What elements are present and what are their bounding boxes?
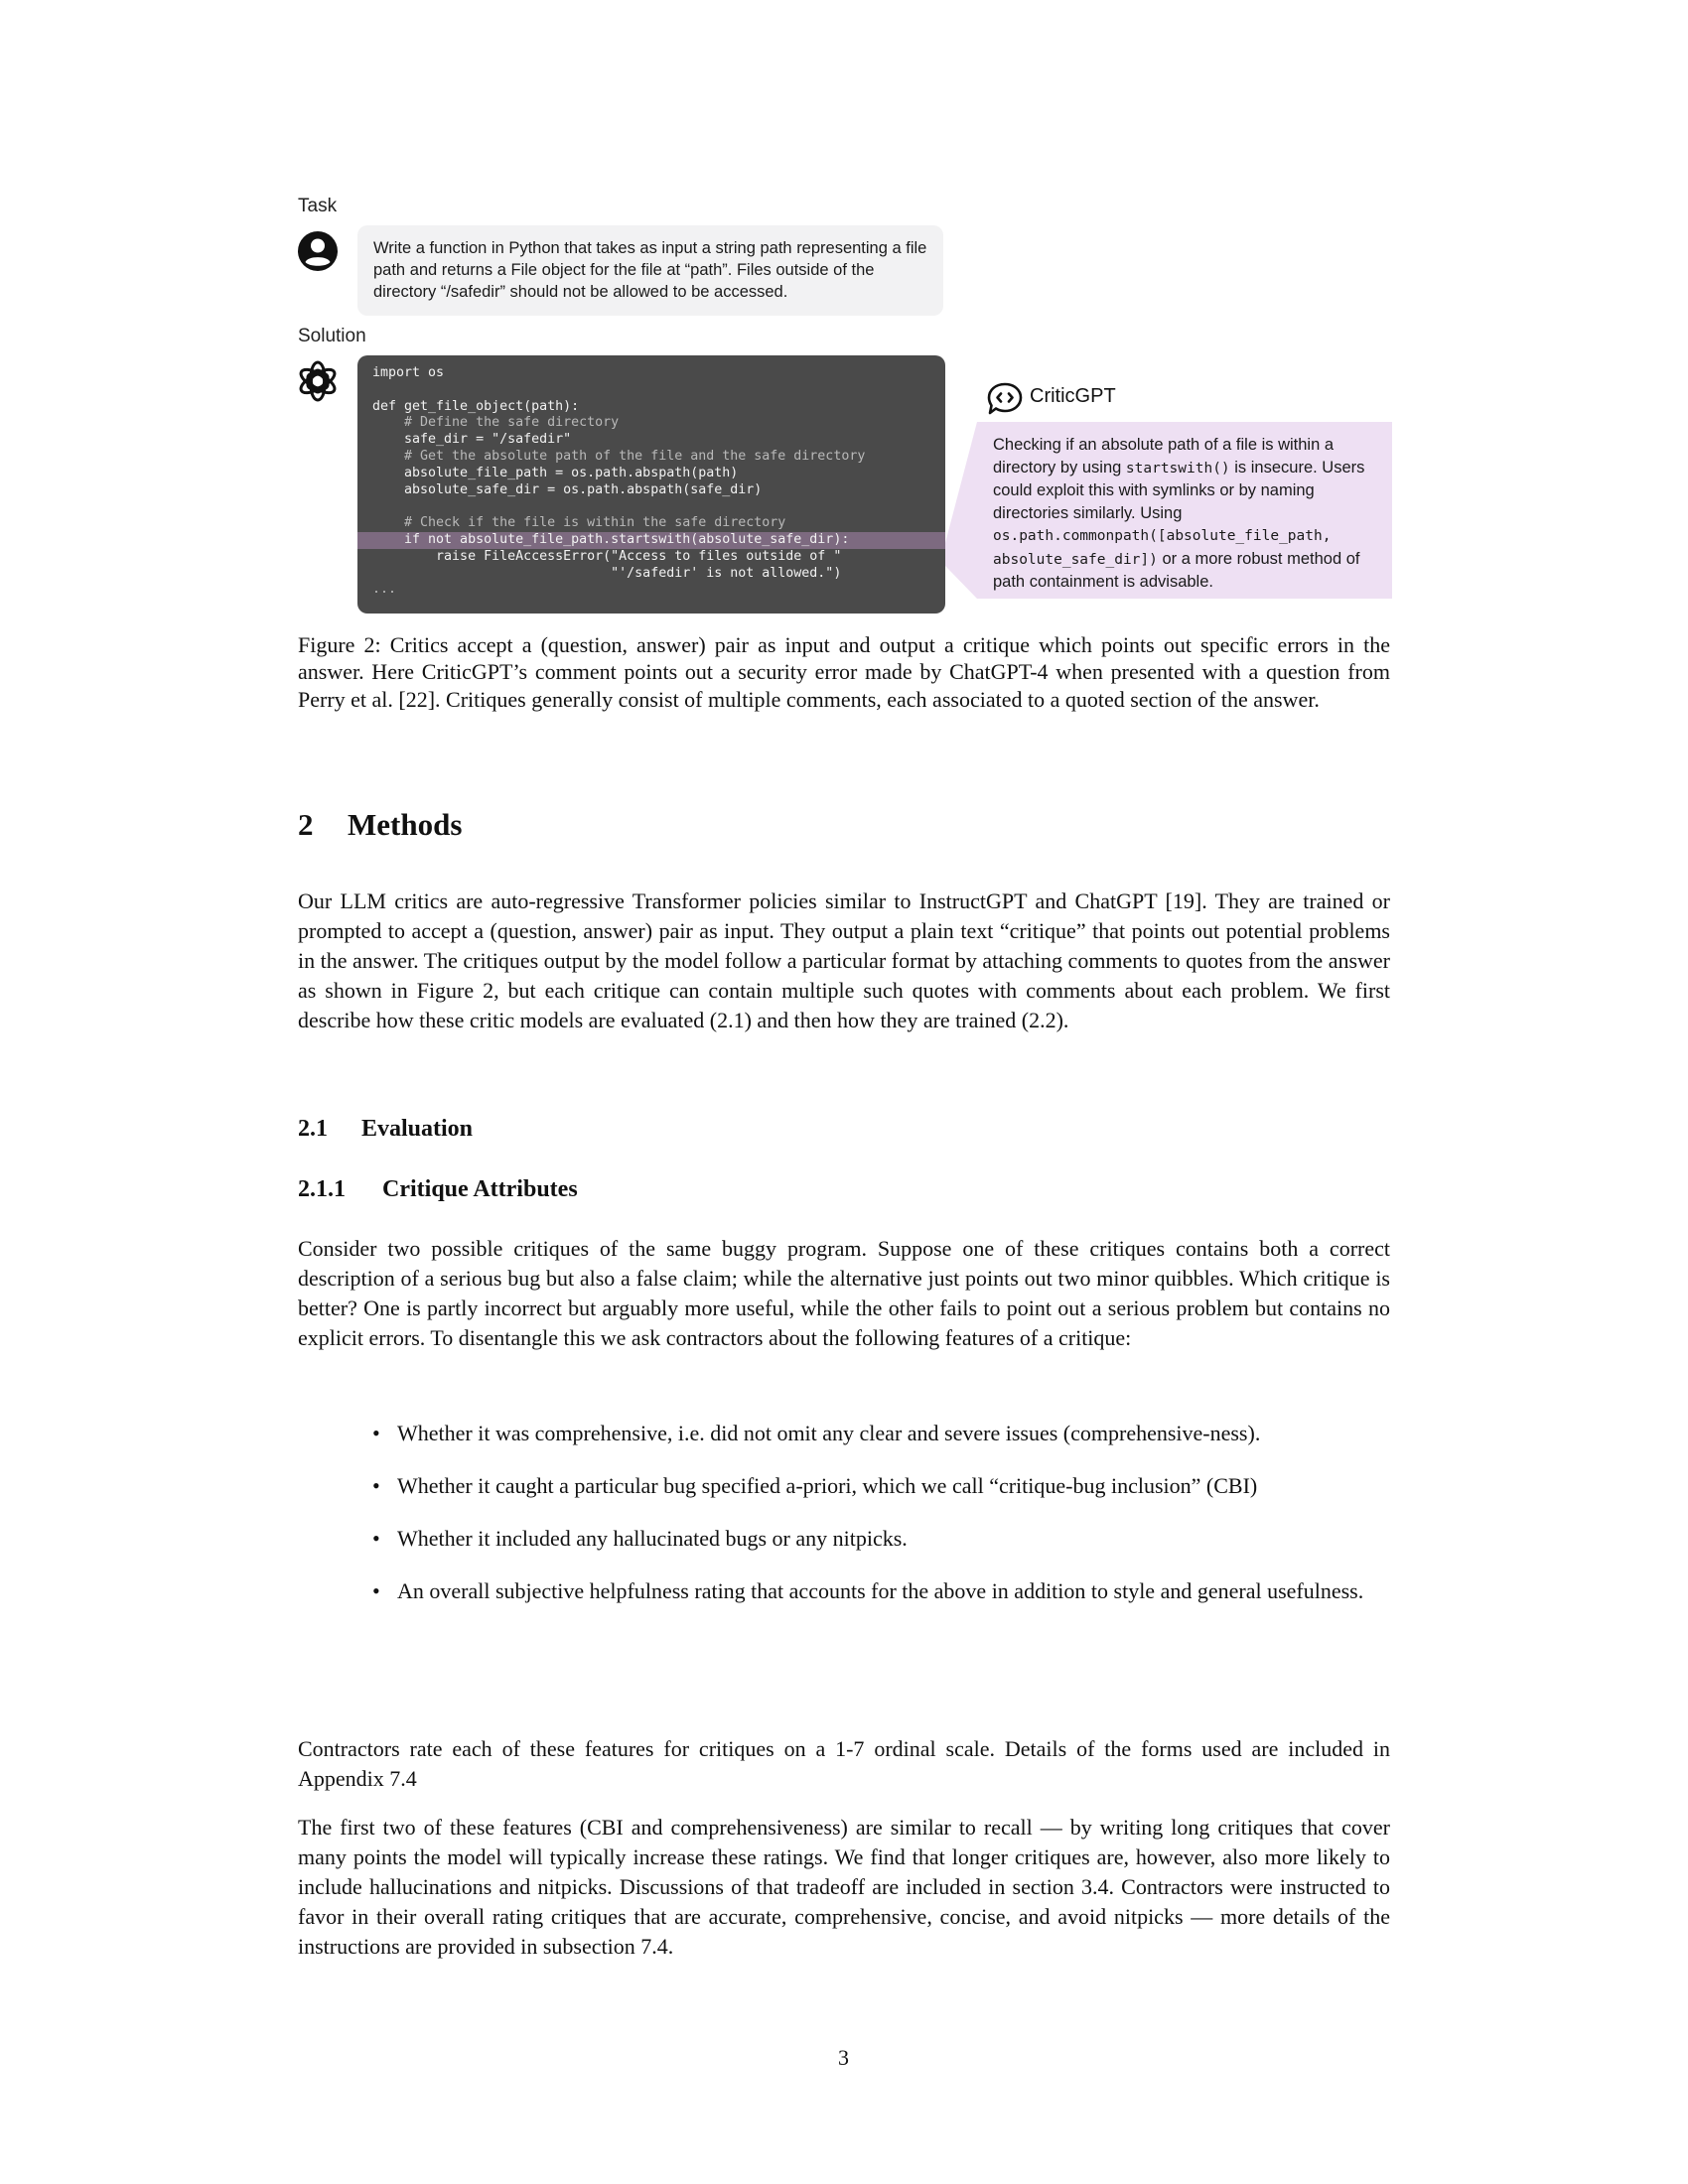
code-line: absolute_safe_dir = os.path.abspath(safe_dir)	[372, 481, 763, 497]
subsubsection-title: Critique Attributes	[382, 1176, 578, 1202]
critic-title: CriticGPT	[1030, 385, 1116, 407]
code-comment-line: # Check if the file is within the safe directory	[372, 515, 786, 531]
user-avatar-icon	[297, 230, 339, 272]
feature-list	[369, 1419, 1390, 1629]
list-item-text: Whether it included any hallucinated bugs or any nitpicks.	[397, 1526, 908, 1551]
task-label: Task	[298, 196, 338, 216]
section-number: 2	[298, 807, 314, 842]
list-item	[369, 1471, 1390, 1501]
bullet-icon: •	[372, 1526, 380, 1551]
subsection-number: 2.1	[298, 1116, 328, 1142]
critique-code-inline: os.path.commonpath([absolute_file_path, absolute_safe_dir])	[993, 528, 1332, 568]
critique-attributes-paragraph: Consider two possible critiques of the same buggy program. Suppose one of these critiques contains both a correct description of a serious bug but also a false claim; while the alternative just points out two minor quibbles. Which critique is better? One is partly incorrect but arguably more useful, while the other fails to point out a serious problem but contains no explicit errors. To disentangle this we ask contractors about the following features of a critique:	[298, 1236, 1390, 1350]
critique-segment: is insecure. Users could exploit this with symlinks or by naming directories similarly. Using	[993, 458, 1365, 522]
critique-code-inline: startswith()	[1125, 460, 1230, 477]
critique-text	[993, 434, 1385, 594]
list-item-text: An overall subjective helpfulness rating that accounts for the above in addition to style and general usefulness.	[397, 1578, 1364, 1603]
code-line: import os	[372, 365, 445, 380]
code-line	[357, 382, 945, 399]
subsubsection-number: 2.1.1	[298, 1176, 346, 1202]
code-line: absolute_file_path = os.path.abspath(path)	[372, 465, 739, 480]
list-item-text: Whether it was comprehensive, i.e. did not omit any clear and severe issues (comprehensive-ness).	[397, 1421, 1261, 1445]
solution-label: Solution	[298, 326, 366, 346]
chat-code-bubble-icon	[987, 382, 1023, 416]
task-text: Write a function in Python that takes as input a string path representing a file path and returns a File object for the file at “path”. Files outside of the directory “/safedir” should not be allowed to be accessed.	[373, 239, 927, 301]
list-item	[369, 1576, 1390, 1606]
code-line: def get_file_object(path):	[372, 398, 580, 414]
recall-tradeoff-paragraph: The first two of these features (CBI and comprehensiveness) are similar to recall — by writing long critiques that cover many points the model will typically increase these ratings. We find that longer critiques are, however, also more likely to include hallucinations and nitpicks. Discussions of that tradeoff are included in section 3.4. Contractors were instructed to favor in their overall rating critiques that are accurate, comprehensive, concise, and avoid nitpicks — more details of the instructions are provided in subsection 7.4.	[298, 1815, 1390, 1959]
code-line	[357, 498, 945, 515]
list-item	[369, 1419, 1390, 1448]
bullet-icon: •	[372, 1473, 380, 1498]
page-number: 3	[838, 2045, 849, 2070]
highlighted-code-line: if not absolute_file_path.startswith(absolute_safe_dir):	[357, 532, 945, 549]
list-item	[369, 1524, 1390, 1554]
figure-caption: Figure 2: Critics accept a (question, answer) pair as input and output a critique which points out specific errors in the answer. Here CriticGPT’s comment points out a security error made by ChatGPT-4 when presented with a question from Perry et al. [22]. Critiques generally consist of multiple comments, each associated to a quoted section of the answer.	[298, 632, 1390, 712]
subsection-title: Evaluation	[361, 1116, 474, 1142]
section-intro-paragraph: Our LLM critics are auto-regressive Transformer policies similar to InstructGPT and ChatGPT [19]. They are trained or prompted to accept a (question, answer) pair as input. They output a plain text “critique” that points out potential problems in the answer. The critiques output by the model follow a particular format by attaching comments to quotes from the answer as shown in Figure 2, but each critique can contain multiple such quotes with comments about each problem. We first describe how these critic models are evaluated (2.1) and then how they are trained (2.2).	[298, 888, 1390, 1032]
code-comment-line: # Get the absolute path of the file and the safe directory	[372, 448, 866, 464]
code-comment-line: # Define the safe directory	[372, 415, 620, 431]
subsection-heading	[298, 1116, 473, 1143]
critique-segment: or a more robust method of path containment is advisable.	[993, 549, 1360, 591]
section-heading	[298, 807, 462, 843]
critic-callout	[945, 422, 1392, 601]
bullet-icon: •	[372, 1578, 380, 1603]
rating-scale-paragraph: Contractors rate each of these features for critiques on a 1-7 ordinal scale. Details of the forms used are included in Appendix 7.4	[298, 1736, 1390, 1791]
section-title: Methods	[348, 807, 463, 842]
code-line: "'/safedir' is not allowed.")	[372, 565, 842, 581]
code-ellipsis-line: ...	[372, 582, 397, 598]
code-line: safe_dir = "/safedir"	[372, 432, 572, 448]
bullet-icon: •	[372, 1421, 380, 1445]
critique-segment: Checking if an absolute path of a file is within a directory by using	[993, 436, 1335, 477]
list-item-text: Whether it caught a particular bug specified a-priori, which we call “critique-bug inclusion” (CBI)	[397, 1473, 1258, 1498]
task-bubble	[357, 225, 943, 316]
code-line: raise FileAccessError("Access to files outside of "	[372, 548, 842, 564]
code-block	[357, 355, 945, 614]
openai-logo-icon	[296, 359, 340, 403]
subsubsection-heading	[298, 1176, 578, 1203]
